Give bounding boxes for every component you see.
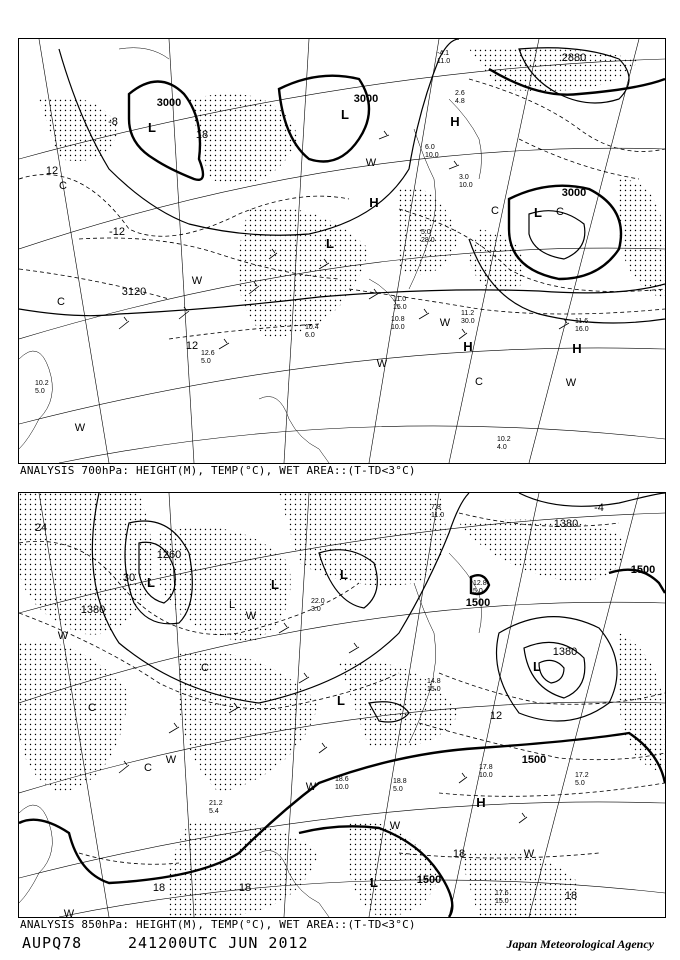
warm-center-marker: W	[165, 754, 177, 766]
temp-label: 30	[122, 572, 136, 584]
low-center-marker: L	[337, 693, 345, 708]
station-value: 3.0 10.0	[459, 174, 473, 189]
low-center-marker: L	[534, 205, 542, 220]
station-value: 6.0 10.0	[425, 144, 439, 159]
cold-center-marker: C	[491, 205, 499, 217]
station-value: 12.6 5.0	[201, 350, 215, 365]
temp-label: 18	[152, 882, 166, 894]
low-center-marker: L	[341, 107, 349, 122]
temp-label: 18	[452, 848, 466, 860]
station-value: 7.8 11.0	[431, 504, 445, 519]
low-center-marker: L	[228, 599, 236, 611]
analysis-time: 241200UTC JUN 2012	[128, 934, 309, 952]
height-label: 2880	[561, 52, 587, 64]
station-value: 17.8 10.0	[479, 764, 493, 779]
height-label: 1380	[553, 518, 579, 530]
height-label: 1380	[80, 604, 106, 616]
station-value: 2.6 4.8	[455, 90, 465, 105]
station-value: 10.8 10.0	[391, 316, 405, 331]
station-value: 11.0 15.0	[393, 296, 407, 311]
cold-center-marker: C	[57, 296, 65, 308]
low-center-marker: L	[326, 236, 334, 251]
station-value: 18.6 10.0	[335, 776, 349, 791]
height-label: 3000	[353, 93, 379, 105]
height-label: 1500	[416, 874, 442, 886]
temp-label: 24	[34, 522, 48, 534]
warm-center-marker: W	[63, 908, 75, 917]
temp-label: 18	[564, 890, 578, 902]
temp-label: 18	[238, 882, 252, 894]
low-center-marker: L	[148, 120, 156, 135]
high-center-marker: H	[572, 341, 582, 356]
station-value: 17.2 5.0	[575, 772, 589, 787]
station-value: 10.4 6.0	[305, 324, 319, 339]
low-center-marker: L	[533, 659, 541, 674]
station-value: 10.2 4.0	[497, 436, 511, 451]
high-center-marker: H	[369, 195, 379, 210]
low-center-marker: L	[340, 567, 348, 582]
warm-center-marker: W	[365, 157, 377, 169]
chart-700hpa	[18, 38, 666, 464]
height-label: 3000	[156, 97, 182, 109]
cold-center-marker: C	[88, 702, 96, 714]
station-value: 22.0 3.0	[311, 598, 325, 613]
warm-center-marker: W	[523, 848, 535, 860]
warm-center-marker: W	[74, 422, 86, 434]
station-value: 11.6 16.0	[575, 318, 589, 333]
station-value: 11.2 30.0	[461, 310, 475, 325]
station-value: 14.8 15.0	[427, 678, 441, 693]
height-label: 3000	[561, 187, 587, 199]
low-center-marker: L	[271, 577, 279, 592]
temp-label: 18	[195, 129, 209, 141]
chart-code: AUPQ78	[22, 934, 83, 952]
warm-center-marker: W	[305, 781, 317, 793]
caption-850hpa: ANALYSIS 850hPa: HEIGHT(M), TEMP(°C), WET AREA::(T-TD<3°C)	[20, 918, 416, 931]
temp-label: -12	[109, 226, 125, 238]
high-center-marker: H	[476, 795, 486, 810]
temp-label: 12	[45, 165, 59, 177]
height-label: 1500	[465, 597, 491, 609]
cold-center-marker: C	[201, 662, 209, 674]
cold-center-marker: C	[475, 376, 483, 388]
height-label: 3120	[121, 286, 147, 298]
station-value: 12.8 5.0	[473, 580, 487, 595]
temp-label: 12	[185, 340, 199, 352]
station-value: -4.1 11.0	[437, 50, 451, 65]
high-center-marker: H	[463, 339, 473, 354]
station-value: 5.0 28.0	[421, 229, 435, 244]
warm-center-marker: W	[191, 275, 203, 287]
cold-center-marker: C	[556, 206, 564, 218]
warm-center-marker: W	[389, 820, 401, 832]
warm-center-marker: W	[565, 377, 577, 389]
low-center-marker: L	[370, 875, 378, 890]
station-value: 21.2 5.4	[209, 800, 223, 815]
temp-label: -8	[108, 116, 118, 128]
height-label: 1500	[630, 564, 656, 576]
warm-center-marker: W	[245, 610, 257, 622]
agency-name: Japan Meteorological Agency	[506, 937, 654, 951]
height-label: 1500	[521, 754, 547, 766]
warm-center-marker: W	[439, 317, 451, 329]
station-value: 18.8 5.0	[393, 778, 407, 793]
map-850hpa	[19, 493, 665, 917]
map-700hpa	[19, 39, 665, 463]
warm-center-marker: W	[57, 630, 69, 642]
cold-center-marker: C	[59, 180, 67, 192]
height-label: 1380	[552, 646, 578, 658]
high-center-marker: H	[450, 114, 460, 129]
caption-700hpa: ANALYSIS 700hPa: HEIGHT(M), TEMP(°C), WET AREA::(T-TD<3°C)	[20, 464, 416, 477]
height-label: 1260	[156, 549, 182, 561]
station-value: 10.2 5.0	[35, 380, 49, 395]
temp-label: 12	[489, 710, 503, 722]
temp-label: -4	[594, 502, 604, 514]
warm-center-marker: W	[376, 358, 388, 370]
station-value: 17.6 15.0	[495, 890, 509, 905]
low-center-marker: L	[147, 575, 155, 590]
chart-850hpa	[18, 492, 666, 918]
cold-center-marker: C	[144, 762, 152, 774]
